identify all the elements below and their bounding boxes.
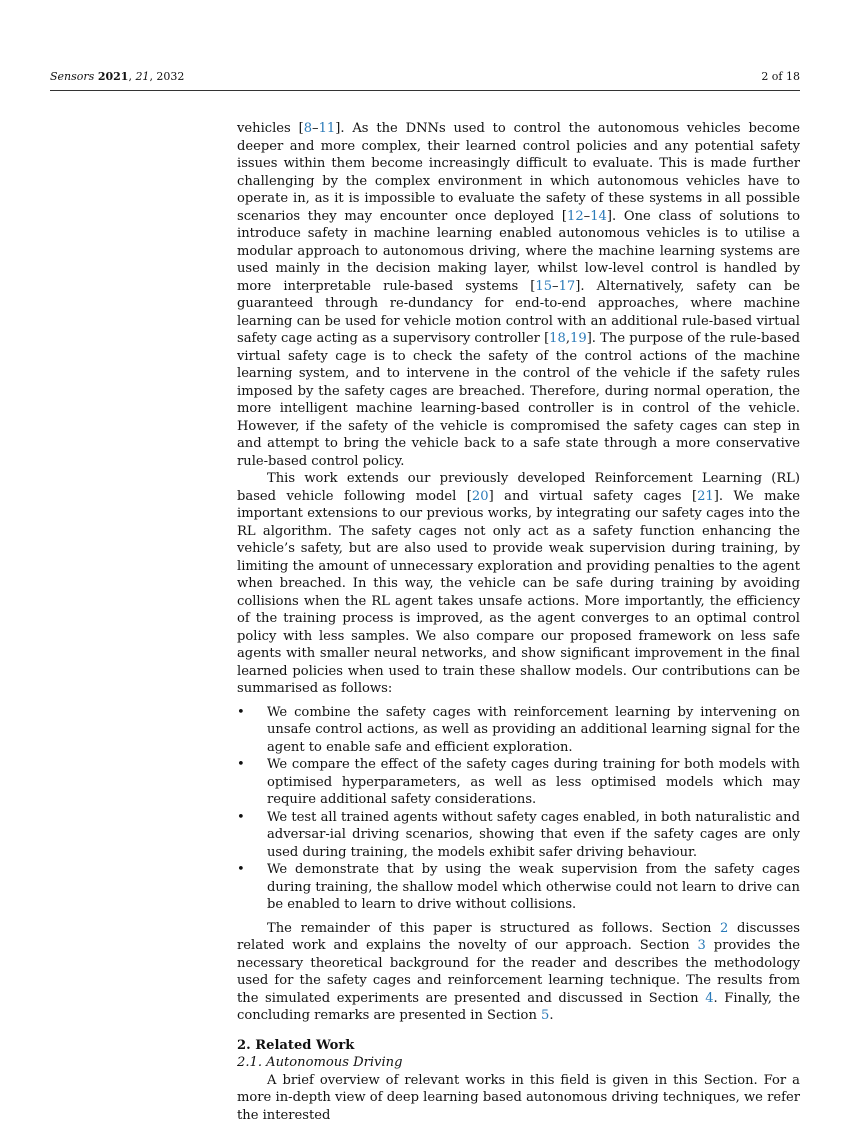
list-item [237, 861, 800, 914]
paragraph-text: ]. One class of solutions to introduce safety in machine learning enabled autonomous vehicles is to utilise a modular approach to autonomous driving, where the machine learning systems are used mainly in the decision making layer, whilst low-level control is handled by more interpretable rule-based systems [ [237, 209, 800, 294]
running-header [50, 70, 800, 91]
list-item-text: We combine the safety cages with reinforcement learning by intervening on unsafe control actions, as well as providing an additional learning signal for the agent to enable safe and efficient exploration. [267, 705, 800, 755]
list-item-text: We test all trained agents without safety cages enabled, in both naturalistic and adversar-ial driving scenarios, showing that even if the safety cages are only used during training, the models exhibit safer driving behaviour. [267, 810, 800, 860]
citation-link[interactable]: 18 [549, 331, 566, 346]
citation-link[interactable]: 5 [541, 1008, 549, 1023]
paragraph-text: The remainder of this paper is structured as follows. Section [267, 921, 720, 936]
paragraph-paper-structure [237, 920, 800, 1025]
paragraph-text: ]. We make important extensions to our previous works, by integrating our safety cages into the RL algorithm. The safety cages not only act as a safety function enhancing the vehicle’s safety, but are also used to provide weak supervision during training, by limiting the amount of unnecessary exploration and providing penalties to the agent when breached. In this way, the vehicle can be safe during training by avoiding collisions when the RL agent takes unsafe actions. More importantly, the efficiency of the training process is improved, as the agent converges to an optimal control policy with less samples. We also compare our proposed framework on less safe agents with smaller neural networks, and show significant improvement in the final learned policies when used to train these shallow models. Our contributions can be summarised as follows: [237, 489, 800, 697]
contributions-list [237, 704, 800, 914]
citation-link[interactable]: 2 [720, 921, 728, 936]
paragraph-text: . [549, 1008, 553, 1023]
citation-link[interactable]: 14 [590, 209, 607, 224]
paragraph-text: discusses related work and explains the novelty of our approach. Section [237, 921, 800, 954]
paragraph-contributions-intro [237, 470, 800, 698]
paragraph-text: vehicles [ [237, 121, 304, 136]
citation-link[interactable]: 17 [559, 279, 576, 294]
bullet-icon: • [237, 704, 245, 722]
paragraph-text: – [584, 209, 591, 224]
citation-link[interactable]: 3 [697, 938, 705, 953]
citation-link[interactable]: 8 [304, 121, 312, 136]
section-heading: 2. Related Work [237, 1037, 800, 1055]
paragraph-related-work [237, 1072, 800, 1124]
paragraph-text: . Finally, the concluding remarks are presented in Section [237, 991, 800, 1024]
citation-link[interactable]: 20 [472, 489, 489, 504]
paragraph-text: ]. The purpose of the rule-based virtual safety cage is to check the safety of the control actions of the machine learning system, and to intervene in the control of the vehicle if the safety rules imposed by the safety cages are breached. Therefore, during normal operation, the more intelligent machine learning-based controller is in control of the vehicle. However, if the safety of the vehicle is compromised the safety cages can step in and attempt to bring the vehicle back to a safe state through a more conservative rule-based control policy. [237, 331, 800, 469]
citation-link[interactable]: 12 [567, 209, 584, 224]
list-item [237, 704, 800, 757]
paragraph-intro-continued [237, 120, 800, 470]
list-item [237, 809, 800, 862]
citation-link[interactable]: 15 [535, 279, 552, 294]
page-number: 2 of 18 [761, 70, 800, 83]
paragraph-text: – [552, 279, 559, 294]
page-body [237, 120, 800, 1124]
citation-link[interactable]: 11 [319, 121, 336, 136]
list-item-text: We compare the effect of the safety cages during training for both models with optimised hyperparameters, as well as less optimised models which may require additional safety considerations. [267, 757, 800, 807]
journal-name: Sensors [50, 70, 94, 83]
journal-volume: 21 [135, 70, 149, 83]
paragraph-text: provides the necessary theoretical background for the reader and describes the methodology used for the safety cages and reinforcement learning technique. The results from the simulated experiments are presented and discussed in Section [237, 938, 800, 1006]
paragraph-text: This work extends our previously developed Reinforcement Learning (RL) based vehicle following model [ [237, 471, 800, 504]
journal-citation: Sensors 2021, 21, 2032 [50, 70, 184, 83]
paragraph-text: ]. Alternatively, safety can be guaranteed through re-dundancy for end-to-end approaches, where machine learning can be used for vehicle motion control with an additional rule-based virtual safety cage acting as a supervisory controller [ [237, 279, 800, 347]
paragraph-text: , [566, 331, 570, 346]
list-item-text: We demonstrate that by using the weak supervision from the safety cages during training, the shallow model which otherwise could not learn to drive can be enabled to learn to drive without collisions. [267, 862, 800, 912]
paragraph-text: ]. As the DNNs used to control the autonomous vehicles become deeper and more complex, their learned control policies and any potential safety issues within them become increasingly difficult to evaluate. This is made further challenging by the complex environment in which autonomous vehicles have to operate in, as it is impossible to evaluate the safety of these systems in all possible scenarios they may encounter once deployed [ [237, 121, 800, 224]
bullet-icon: • [237, 809, 245, 827]
citation-link[interactable]: 4 [705, 991, 713, 1006]
paragraph-text: A brief overview of relevant works in this field is given in this Section. For a more in-depth view of deep learning based autonomous driving techniques, we refer the interested [237, 1073, 800, 1123]
paragraph-text: – [312, 121, 319, 136]
bullet-icon: • [237, 756, 245, 774]
citation-link[interactable]: 21 [697, 489, 714, 504]
citation-link[interactable]: 19 [570, 331, 587, 346]
subsection-heading: 2.1. Autonomous Driving [237, 1054, 800, 1072]
article-number: , 2032 [149, 70, 184, 83]
list-item [237, 756, 800, 809]
bullet-icon: • [237, 861, 245, 879]
journal-year: 2021 [98, 70, 129, 83]
paragraph-text: ] and virtual safety cages [ [489, 489, 698, 504]
